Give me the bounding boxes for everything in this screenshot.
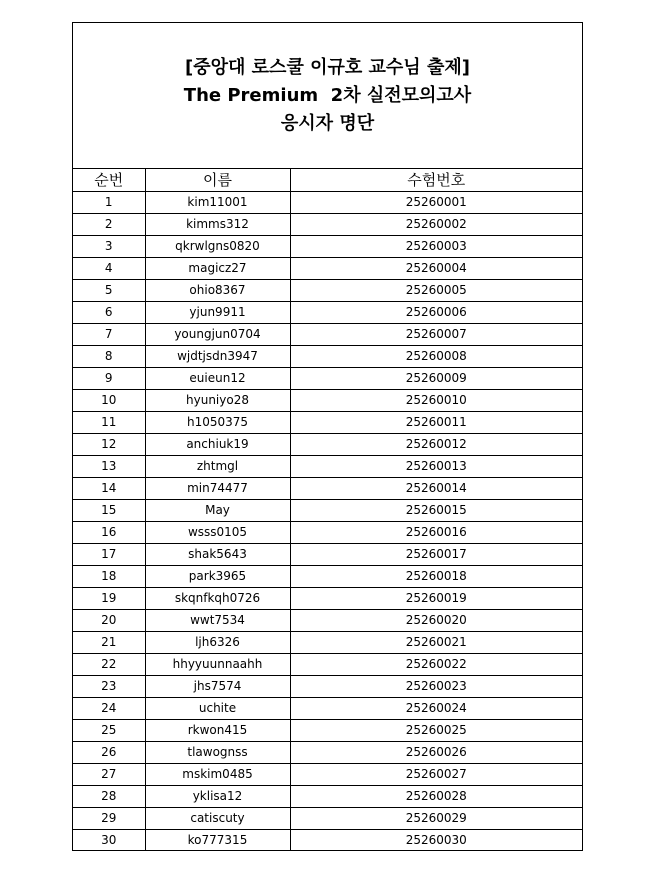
row-exam-id: 25260014 — [290, 478, 582, 500]
row-exam-id: 25260029 — [290, 808, 582, 830]
row-name: wwt7534 — [145, 610, 290, 632]
row-number: 9 — [73, 368, 145, 390]
row-number: 13 — [73, 456, 145, 478]
table-row — [73, 698, 582, 720]
table-row — [73, 610, 582, 632]
row-number: 16 — [73, 522, 145, 544]
row-exam-id: 25260015 — [290, 500, 582, 522]
row-number: 26 — [73, 742, 145, 764]
row-number: 20 — [73, 610, 145, 632]
title-line-2: The Premium 2차 실전모의고사 — [183, 85, 472, 106]
table-row — [73, 808, 582, 830]
table-row — [73, 236, 582, 258]
row-exam-id: 25260006 — [290, 302, 582, 324]
table-row — [73, 544, 582, 566]
row-name: anchiuk19 — [145, 434, 290, 456]
row-number: 10 — [73, 390, 145, 412]
table-row — [73, 192, 582, 214]
row-name: qkrwlgns0820 — [145, 236, 290, 258]
row-exam-id: 25260017 — [290, 544, 582, 566]
row-name: kimms312 — [145, 214, 290, 236]
table-row — [73, 434, 582, 456]
row-name: shak5643 — [145, 544, 290, 566]
row-number: 8 — [73, 346, 145, 368]
row-exam-id: 25260011 — [290, 412, 582, 434]
row-exam-id: 25260013 — [290, 456, 582, 478]
row-exam-id: 25260010 — [290, 390, 582, 412]
table-row — [73, 258, 582, 280]
row-exam-id: 25260003 — [290, 236, 582, 258]
row-exam-id: 25260025 — [290, 720, 582, 742]
row-exam-id: 25260009 — [290, 368, 582, 390]
row-number: 24 — [73, 698, 145, 720]
table-row — [73, 302, 582, 324]
row-name: skqnfkqh0726 — [145, 588, 290, 610]
row-exam-id: 25260022 — [290, 654, 582, 676]
row-name: mskim0485 — [145, 764, 290, 786]
row-exam-id: 25260008 — [290, 346, 582, 368]
table-row — [73, 632, 582, 654]
row-name: yklisa12 — [145, 786, 290, 808]
table-row — [73, 478, 582, 500]
row-exam-id: 25260016 — [290, 522, 582, 544]
row-number: 29 — [73, 808, 145, 830]
row-name: min74477 — [145, 478, 290, 500]
row-number: 4 — [73, 258, 145, 280]
title-line-3: 응시자 명단 — [280, 113, 375, 134]
row-number: 14 — [73, 478, 145, 500]
row-number: 17 — [73, 544, 145, 566]
table-row — [73, 390, 582, 412]
row-number: 1 — [73, 192, 145, 214]
row-name: catiscuty — [145, 808, 290, 830]
row-name: park3965 — [145, 566, 290, 588]
table-row — [73, 368, 582, 390]
row-number: 12 — [73, 434, 145, 456]
row-name: ljh6326 — [145, 632, 290, 654]
row-number: 3 — [73, 236, 145, 258]
row-name: hyuniyo28 — [145, 390, 290, 412]
header-row — [73, 169, 582, 192]
row-exam-id: 25260019 — [290, 588, 582, 610]
row-exam-id: 25260026 — [290, 742, 582, 764]
row-number: 19 — [73, 588, 145, 610]
row-exam-id: 25260020 — [290, 610, 582, 632]
row-name: h1050375 — [145, 412, 290, 434]
row-exam-id: 25260001 — [290, 192, 582, 214]
row-name: kim11001 — [145, 192, 290, 214]
row-name: euieun12 — [145, 368, 290, 390]
row-name: tlawognss — [145, 742, 290, 764]
row-exam-id: 25260012 — [290, 434, 582, 456]
table-row — [73, 346, 582, 368]
row-exam-id: 25260027 — [290, 764, 582, 786]
table-row — [73, 830, 582, 852]
row-exam-id: 25260002 — [290, 214, 582, 236]
table-row — [73, 742, 582, 764]
row-exam-id: 25260004 — [290, 258, 582, 280]
row-number: 7 — [73, 324, 145, 346]
row-name: jhs7574 — [145, 676, 290, 698]
table-row — [73, 676, 582, 698]
title-line-1: [중앙대 로스쿨 이규호 교수님 출제] — [185, 57, 470, 78]
header-name: 이름 — [145, 169, 290, 192]
table-row — [73, 786, 582, 808]
table-row — [73, 456, 582, 478]
table-row — [73, 522, 582, 544]
table-row — [73, 412, 582, 434]
roster-sheet — [72, 22, 583, 851]
table-row — [73, 654, 582, 676]
row-number: 15 — [73, 500, 145, 522]
row-number: 25 — [73, 720, 145, 742]
header-exam-id: 수험번호 — [290, 169, 582, 192]
row-exam-id: 25260028 — [290, 786, 582, 808]
row-exam-id: 25260018 — [290, 566, 582, 588]
table-row — [73, 214, 582, 236]
row-name: hhyyuunnaahh — [145, 654, 290, 676]
row-name: ohio8367 — [145, 280, 290, 302]
row-exam-id: 25260005 — [290, 280, 582, 302]
row-number: 23 — [73, 676, 145, 698]
row-name: yjun9911 — [145, 302, 290, 324]
row-number: 2 — [73, 214, 145, 236]
table-row — [73, 720, 582, 742]
row-name: May — [145, 500, 290, 522]
title-block — [73, 23, 582, 169]
row-exam-id: 25260007 — [290, 324, 582, 346]
table-row — [73, 324, 582, 346]
table-row — [73, 566, 582, 588]
row-number: 22 — [73, 654, 145, 676]
row-number: 27 — [73, 764, 145, 786]
row-number: 28 — [73, 786, 145, 808]
row-name: wjdtjsdn3947 — [145, 346, 290, 368]
roster-table — [73, 169, 582, 851]
row-name: rkwon415 — [145, 720, 290, 742]
table-row — [73, 588, 582, 610]
row-name: wsss0105 — [145, 522, 290, 544]
row-name: ko777315 — [145, 830, 290, 852]
roster-body — [73, 192, 582, 852]
header-number: 순번 — [73, 169, 145, 192]
row-name: magicz27 — [145, 258, 290, 280]
row-number: 21 — [73, 632, 145, 654]
row-exam-id: 25260030 — [405, 833, 467, 847]
row-name: uchite — [145, 698, 290, 720]
table-row — [73, 764, 582, 786]
row-number: 11 — [73, 412, 145, 434]
table-row — [73, 500, 582, 522]
row-number: 6 — [73, 302, 145, 324]
row-exam-id: 25260021 — [290, 632, 582, 654]
row-name: youngjun0704 — [145, 324, 290, 346]
row-number: 18 — [73, 566, 145, 588]
row-number: 5 — [73, 280, 145, 302]
row-name: zhtmgl — [145, 456, 290, 478]
table-row — [73, 280, 582, 302]
row-number: 30 — [73, 830, 145, 852]
row-exam-id: 25260023 — [290, 676, 582, 698]
row-exam-id: 25260024 — [290, 698, 582, 720]
